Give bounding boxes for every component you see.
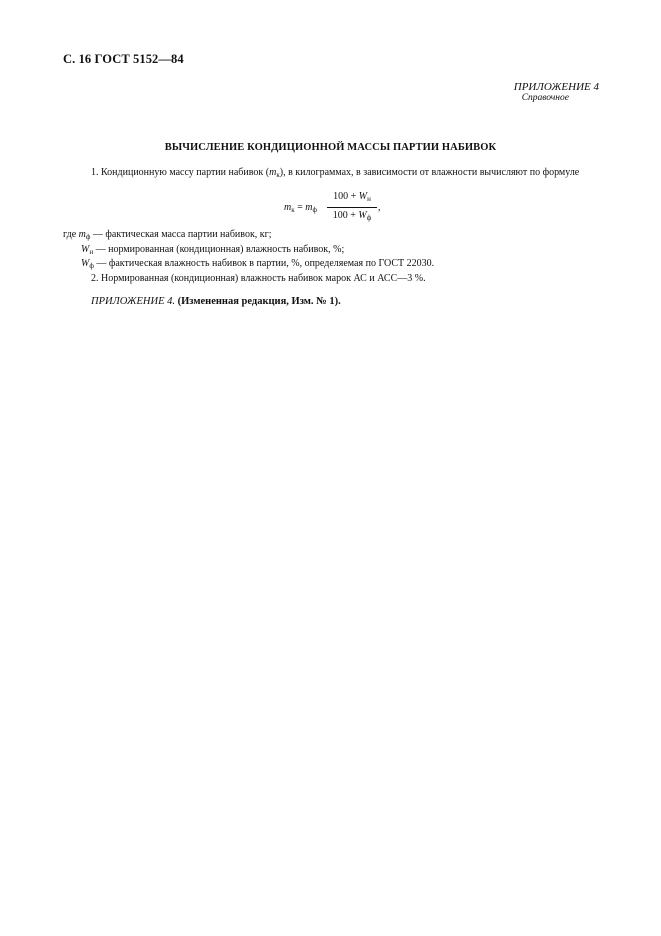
amendment-appendix-ref: ПРИЛОЖЕНИЕ 4. [91,296,175,307]
formula-comma: , [378,202,381,213]
paragraph-1 [63,166,598,182]
paragraph-1-before: 1. Кондиционную массу партии набивок ( [91,167,270,178]
numerator-sub: н [367,195,371,203]
formula-equals: = [294,202,306,213]
appendix-label [514,82,599,104]
definition-prefix: где [63,229,79,240]
formula-lhs-sub: к [291,206,295,214]
definition-text: — фактическая влажность набивок в партии, %, определяемая по ГОСТ 22030. [93,258,435,269]
page-header: С. 16 ГОСТ 5152—84 [63,52,184,66]
denominator-const: 100 + [332,210,359,221]
formula-rhs-var: m [305,202,313,213]
formula-denominator [327,208,377,225]
paragraph-2: 2. Нормированная (кондиционная) влажность набивок марок АС и АСС—3 %. [91,272,426,284]
appendix-number: ПРИЛОЖЕНИЕ 4 [513,81,599,93]
definition-item [63,244,434,259]
formula-lhs [284,202,317,214]
appendix-kind: Справочное [521,93,569,103]
definition-text: — нормированная (кондиционная) влажность набивок, %; [93,243,345,255]
definition-var: W [81,243,90,255]
amendment-text: (Измененная редакция, Изм. № 1). [175,296,341,307]
formula-numerator [327,190,377,208]
mass-subscript: к [276,171,280,179]
definition-sub: ф [89,262,94,270]
definition-text: — фактическая масса партии набивок, кг; [90,229,272,240]
numerator-var: W [358,191,368,202]
definition-item [63,258,434,273]
denominator-sub: ф [366,214,372,222]
mass-symbol: m [269,167,277,178]
definition-var: m [78,229,86,240]
paragraph-1-after: ), в килограммах, в зависимости от влажности вычисляют по формуле [279,167,580,178]
definitions-list [63,229,434,285]
formula-lhs-var: m [284,202,292,213]
formula-rhs-sub: ф [312,206,318,214]
definition-sub: ф [85,233,91,241]
numerator-const: 100 + [333,191,359,202]
definition-item [63,229,434,244]
formula-fraction [327,190,377,225]
section-title: ВЫЧИСЛЕНИЕ КОНДИЦИОННОЙ МАССЫ ПАРТИИ НАБИВОК [164,142,497,153]
amendment-note [91,296,341,307]
definition-var: W [81,258,90,269]
definition-sub: н [89,247,94,256]
denominator-var: W [358,210,367,221]
